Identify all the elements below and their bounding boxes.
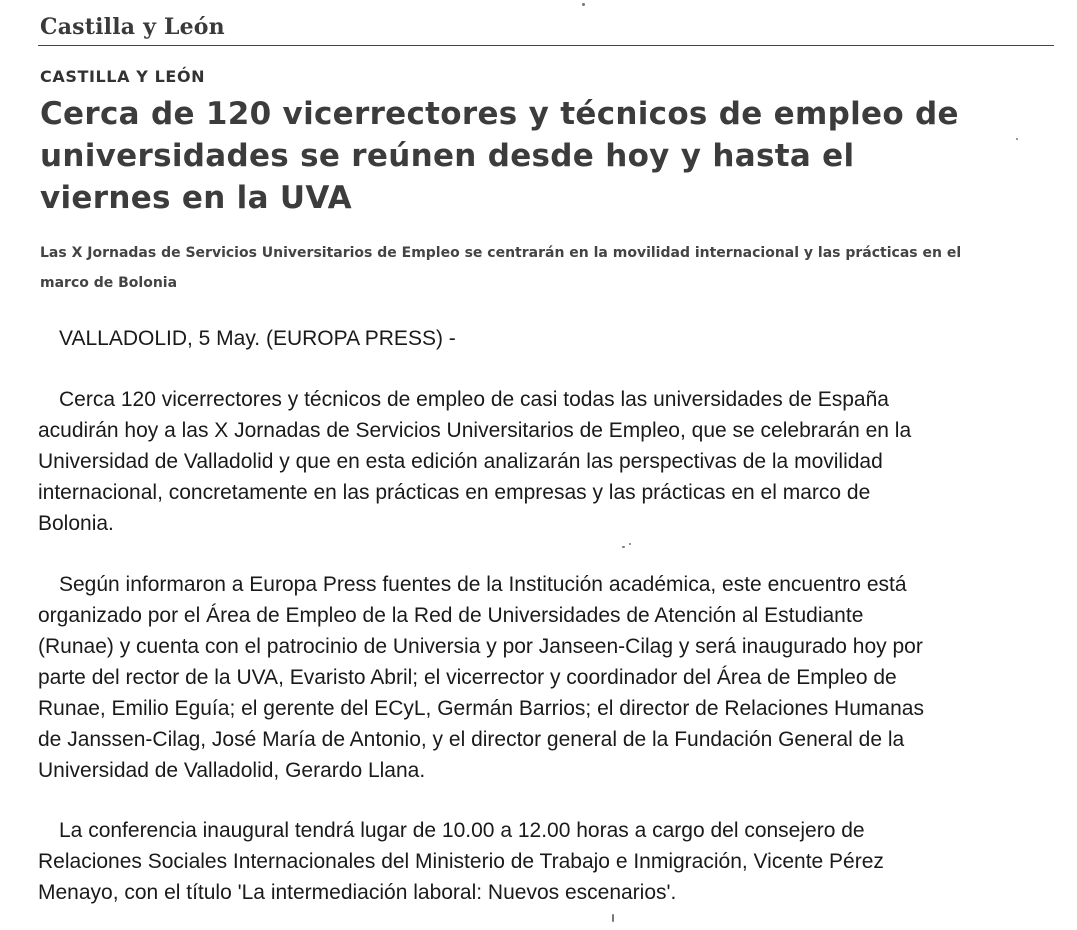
- article-dateline: [38, 323, 1058, 354]
- subhead-line: Las X Jornadas de Servicios Universitarios de Empleo se centrarán en la movilidad internacional y las prácticas en el: [40, 245, 962, 261]
- article-paragraph-3: [38, 815, 1058, 908]
- scan-speck: [1016, 138, 1018, 140]
- article-headline: [40, 93, 1060, 219]
- section-divider: [38, 45, 1054, 46]
- headline-line: universidades se reúnen desde hoy y hasta el: [40, 138, 855, 174]
- paragraph-line: internacional, concretamente en las prácticas en empresas y las prácticas en el marco de: [38, 481, 871, 504]
- headline-line: Cerca de 120 vicerrectores y técnicos de empleo de: [40, 96, 959, 132]
- scan-speck: [582, 3, 585, 6]
- article-paragraph-2: [38, 569, 1058, 786]
- paragraph-line: Según informaron a Europa Press fuentes de la Institución académica, este encuentro está: [59, 573, 907, 596]
- headline-line: viernes en la UVA: [40, 180, 352, 216]
- paragraph-line: Universidad de Valladolid, Gerardo Llana.: [38, 759, 426, 782]
- paragraph-line: Runae, Emilio Eguía; el gerente del ECyL, Germán Barrios; el director de Relaciones Humanas: [38, 697, 924, 720]
- paragraph-line: Cerca 120 vicerrectores y técnicos de empleo de casi todas las universidades de España: [59, 388, 889, 411]
- paragraph-line: acudirán hoy a las X Jornadas de Servicios Universitarios de Empleo, que se celebrarán en la: [38, 419, 912, 442]
- paragraph-line: (Runae) y cuenta con el patrocinio de Universia y por Janseen-Cilag y será inaugurado hoy por: [38, 635, 923, 658]
- scan-speck: [629, 543, 631, 545]
- scan-speck: [612, 914, 614, 922]
- paragraph-line: parte del rector de la UVA, Evaristo Abril; el vicerrector y coordinador del Área de Empleo de: [38, 666, 897, 689]
- subhead-line: marco de Bolonia: [40, 275, 178, 291]
- paragraph-line: Bolonia.: [38, 512, 114, 535]
- paragraph-line: organizado por el Área de Empleo de la Red de Universidades de Atención al Estudiante: [38, 604, 864, 627]
- paragraph-line: de Janssen-Cilag, José María de Antonio, y el director general de la Fundación General de la: [38, 728, 905, 751]
- paragraph-line: La conferencia inaugural tendrá lugar de 10.00 a 12.00 horas a cargo del consejero de: [59, 819, 865, 842]
- article-subheadline: [40, 238, 1040, 298]
- article-paragraph-1: [38, 384, 1058, 539]
- scan-speck: [622, 546, 625, 548]
- paragraph-line: Relaciones Sociales Internacionales del Ministerio de Trabajo e Inmigración, Vicente Pérez: [38, 850, 884, 873]
- section-title: Castilla y León: [40, 14, 225, 40]
- paragraph-line: Menayo, con el título 'La intermediación laboral: Nuevos escenarios'.: [38, 881, 677, 904]
- dateline-text: VALLADOLID, 5 May. (EUROPA PRESS) -: [59, 327, 456, 350]
- paragraph-line: Universidad de Valladolid y que en esta edición analizarán las perspectivas de la movilidad: [38, 450, 883, 473]
- article-kicker: CASTILLA Y LEÓN: [40, 67, 206, 86]
